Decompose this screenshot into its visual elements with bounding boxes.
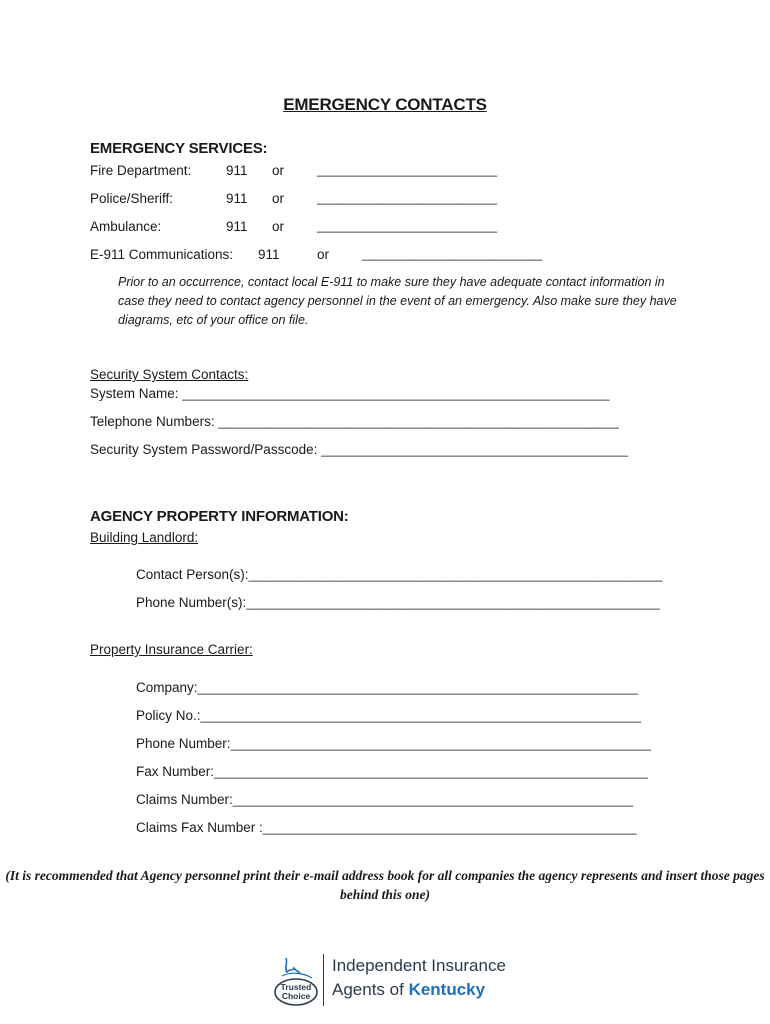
logo-line2-prefix: Agents of [332, 980, 409, 999]
police-sheriff-number: 911 [226, 191, 248, 206]
logo-line2 [332, 980, 485, 1000]
landlord-phone-label: Phone Number(s): [136, 595, 247, 610]
logo-state: Kentucky [408, 980, 486, 999]
logo-line1: Independent Insurance [332, 956, 506, 975]
recommendation-note: (It is recommended that Agency personnel print their e-mail address book for all companies the agency represents and insert those pages behind this one) [5, 868, 765, 902]
agency-property-heading: AGENCY PROPERTY INFORMATION: [90, 508, 349, 525]
claims-number-row [136, 792, 633, 807]
e911-number: 911 [258, 247, 280, 262]
fax-number-field[interactable]: _________________________________________________________________ [214, 765, 648, 779]
trusted-choice-icon [272, 954, 318, 1006]
claims-number-label: Claims Number: [136, 792, 233, 807]
police-sheriff-label: Police/Sheriff: [90, 191, 174, 206]
security-password-field[interactable]: ______________________________________________ [321, 443, 629, 457]
contact-persons-field[interactable]: ______________________________________________________________ [248, 568, 663, 582]
company-row [136, 680, 638, 695]
telephone-numbers-label: Telephone Numbers: [90, 414, 219, 429]
fire-department-number: 911 [226, 163, 248, 178]
ambulance-number: 911 [226, 219, 248, 234]
police-sheriff-field[interactable]: ___________________________ [317, 191, 498, 205]
contact-persons-row [136, 567, 662, 582]
e911-label: E-911 Communications: [90, 247, 234, 262]
e911-field[interactable]: ___________________________ [362, 247, 543, 261]
ambulance-or: or [272, 219, 285, 234]
security-password-row [90, 442, 628, 457]
landlord-phone-row [136, 595, 660, 610]
ambulance-label: Ambulance: [90, 219, 162, 234]
fax-number-row [136, 764, 648, 779]
fire-department-field[interactable]: ___________________________ [317, 163, 498, 177]
building-landlord-heading: Building Landlord: [90, 530, 199, 545]
claims-fax-number-row [136, 820, 637, 835]
landlord-phone-field[interactable]: ______________________________________________________________ [246, 596, 661, 610]
carrier-phone-field[interactable]: _______________________________________________________________ [230, 737, 652, 751]
page-title: EMERGENCY CONTACTS [283, 95, 487, 114]
trusted-text: Trusted [280, 982, 312, 992]
policy-no-field[interactable]: __________________________________________________________________ [200, 709, 642, 723]
system-name-label: System Name: [90, 386, 183, 401]
carrier-phone-label: Phone Number: [136, 736, 231, 751]
contact-persons-label: Contact Person(s): [136, 567, 249, 582]
fire-department-label: Fire Department: [90, 163, 192, 178]
policy-no-label: Policy No.: [136, 708, 201, 723]
fax-number-label: Fax Number: [136, 764, 215, 779]
e911-or: or [317, 247, 330, 262]
claims-fax-number-field[interactable]: ________________________________________________________ [262, 821, 637, 835]
policy-no-row [136, 708, 641, 723]
ambulance-field[interactable]: ___________________________ [317, 219, 498, 233]
system-name-field[interactable]: ________________________________________________________________ [182, 387, 610, 401]
company-field[interactable]: __________________________________________________________________ [197, 681, 639, 695]
telephone-numbers-row [90, 414, 619, 429]
system-name-row [90, 386, 609, 401]
choice-text: Choice [281, 991, 311, 1001]
claims-number-field[interactable]: ____________________________________________________________ [232, 793, 634, 807]
company-label: Company: [136, 680, 198, 695]
agency-logo [272, 952, 512, 1008]
property-insurance-carrier-heading: Property Insurance Carrier: [90, 642, 253, 657]
police-sheriff-or: or [272, 191, 285, 206]
telephone-numbers-field[interactable]: ____________________________________________________________ [218, 415, 619, 429]
logo-divider [323, 954, 324, 1006]
carrier-phone-row [136, 736, 651, 751]
claims-fax-number-label: Claims Fax Number : [136, 820, 263, 835]
security-password-label: Security System Password/Passcode: [90, 442, 322, 457]
fire-department-or: or [272, 163, 285, 178]
e911-note: Prior to an occurrence, contact local E-911 to make sure they have adequate contact information in case they need to contact agency personnel in the event of an emergency. Also make sure they have diagrams, etc of your office on file. [118, 275, 677, 327]
emergency-services-heading: EMERGENCY SERVICES: [90, 140, 268, 157]
security-heading: Security System Contacts: [90, 367, 249, 382]
